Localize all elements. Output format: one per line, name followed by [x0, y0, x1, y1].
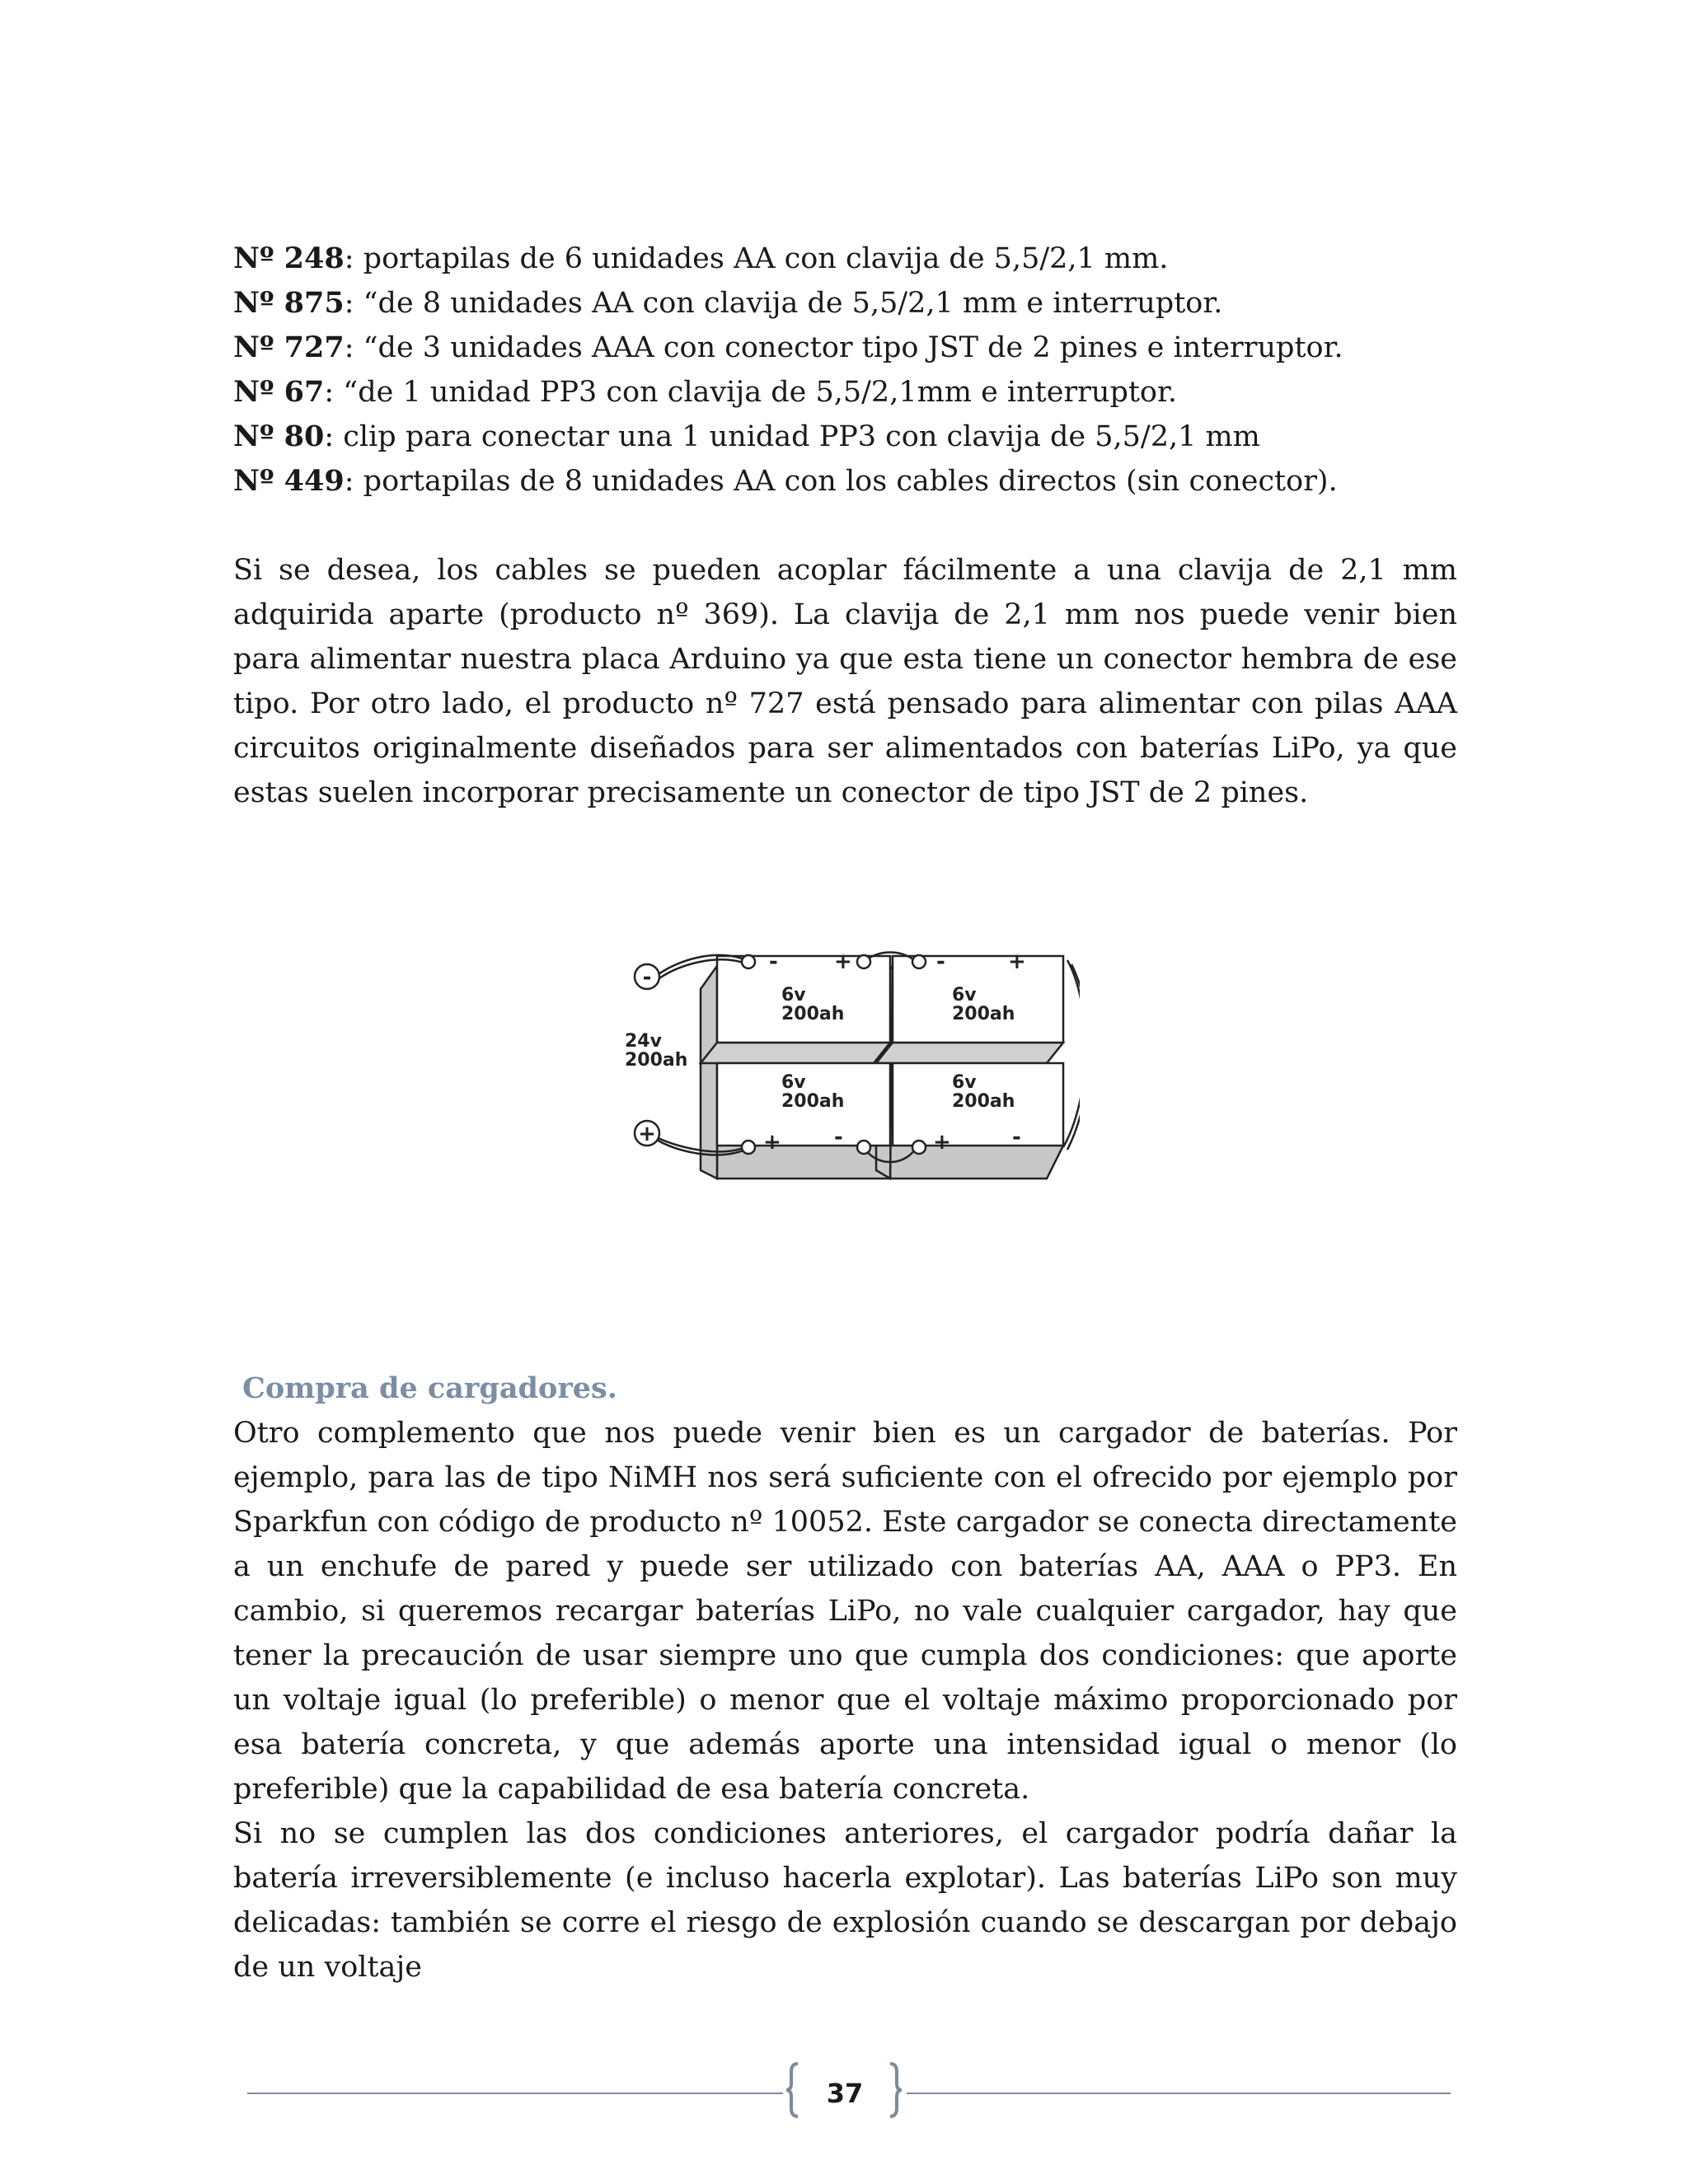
cell-plus: +	[1008, 949, 1026, 974]
cell-capacity: 200ah	[952, 1091, 1015, 1112]
terminal	[912, 955, 926, 968]
main-minus-sign: -	[642, 965, 652, 990]
product-number: Nº 727	[233, 330, 345, 364]
product-description: : “de 3 unidades AAA con conector tipo JST de 2 pines e interruptor.	[344, 331, 1343, 364]
section-heading: Compra de cargadores.	[242, 1371, 617, 1405]
terminal	[742, 1141, 755, 1154]
section-body	[233, 1411, 1457, 1990]
cell-voltage: 6v	[952, 1072, 977, 1093]
product-item	[233, 459, 1470, 504]
battery-side	[701, 966, 717, 1179]
product-item	[233, 281, 1470, 326]
product-item	[233, 326, 1470, 370]
battery-shelf	[701, 1043, 890, 1063]
paragraph-chargers: Otro complemento que nos puede venir bien es un cargador de baterías. Por ejemplo, para las de tipo NiMH nos será suficiente con el ofrecido por ejemplo por Sparkfun con código de producto nº 10052. Este cargador se conecta directamente a un enchufe de pared y puede ser utilizado con baterías AA, AAA o PP3. En cambio, si queremos recargar baterías LiPo, no vale cualquier cargador, hay que tener la precaución de usar siempre uno que cumpla dos condiciones: que aporte un voltaje igual (lo preferible) o menor que el voltaje máximo proporcionado por esa batería concreta, y que además aporte una intensidad igual o menor (lo preferible) que la capabilidad de esa batería concreta.	[233, 1417, 1457, 1806]
cable	[1063, 960, 1080, 1147]
cell-voltage: 6v	[952, 985, 977, 1005]
terminal	[857, 1141, 870, 1154]
terminal	[912, 1141, 926, 1154]
cell-plus: +	[834, 949, 852, 974]
footer-rule-right	[907, 2093, 1451, 2094]
product-number: Nº 875	[233, 286, 345, 320]
battery-series-diagram	[618, 931, 1080, 1203]
cell-minus: -	[936, 949, 945, 974]
cell-plus: +	[763, 1130, 781, 1155]
product-description: : portapilas de 6 unidades AA con clavija de 5,5/2,1 mm.	[344, 242, 1169, 275]
product-item	[233, 237, 1470, 281]
product-description: : “de 1 unidad PP3 con clavija de 5,5/2,1mm e interruptor.	[324, 376, 1177, 409]
terminal	[857, 955, 870, 968]
cell-capacity: 200ah	[781, 1091, 845, 1112]
product-number: Nº 248	[233, 241, 345, 275]
cell-plus: +	[933, 1130, 951, 1155]
pack-voltage-label: 24v	[625, 1031, 662, 1052]
cell-capacity: 200ah	[781, 1004, 845, 1024]
footer-rule-left	[247, 2093, 783, 2094]
battery-shelf	[876, 1043, 1063, 1063]
cell-minus: -	[1012, 1125, 1021, 1150]
cell-minus: -	[769, 949, 778, 974]
pack-capacity-label: 200ah	[625, 1050, 688, 1071]
paragraph-lipo-warning: Si no se cumplen las dos condiciones anteriores, el cargador podría dañar la batería irreversiblemente (e incluso hacerla explotar). Las baterías LiPo son muy delicadas: también se corre el riesgo de explosión cuando se descargan por debajo de un voltaje	[233, 1817, 1457, 1984]
cell-voltage: 6v	[781, 985, 806, 1005]
page-number: 37	[826, 2078, 864, 2109]
product-item	[233, 370, 1470, 415]
product-description: : clip para conectar una 1 unidad PP3 con clavija de 5,5/2,1 mm	[324, 420, 1260, 453]
terminal	[742, 955, 755, 968]
paragraph-connectors: Si se desea, los cables se pueden acoplar fácilmente a una clavija de 2,1 mm adquirida aparte (producto nº 369). La clavija de 2,1 mm nos puede venir bien para alimentar nuestra placa Arduino ya que esta tiene un conector hembra de ese tipo. Por otro lado, el producto nº 727 está pensado para alimentar con pilas AAA circuitos originalmente diseñados para ser alimentados con baterías LiPo, ya que estas suelen incorporar precisamente un conector de tipo JST de 2 pines.	[233, 554, 1457, 809]
cell-capacity: 200ah	[952, 1004, 1015, 1024]
product-number: Nº 67	[233, 375, 325, 409]
product-number: Nº 80	[233, 419, 325, 453]
product-list	[233, 237, 1470, 504]
product-description: : portapilas de 8 unidades AA con los cables directos (sin conector).	[344, 465, 1338, 498]
cell-minus: -	[834, 1125, 843, 1150]
main-plus-sign: +	[638, 1122, 656, 1146]
product-item	[233, 415, 1470, 459]
product-number: Nº 449	[233, 464, 345, 498]
product-description: : “de 8 unidades AA con clavija de 5,5/2,1 mm e interruptor.	[344, 287, 1223, 320]
cell-voltage: 6v	[781, 1072, 806, 1093]
